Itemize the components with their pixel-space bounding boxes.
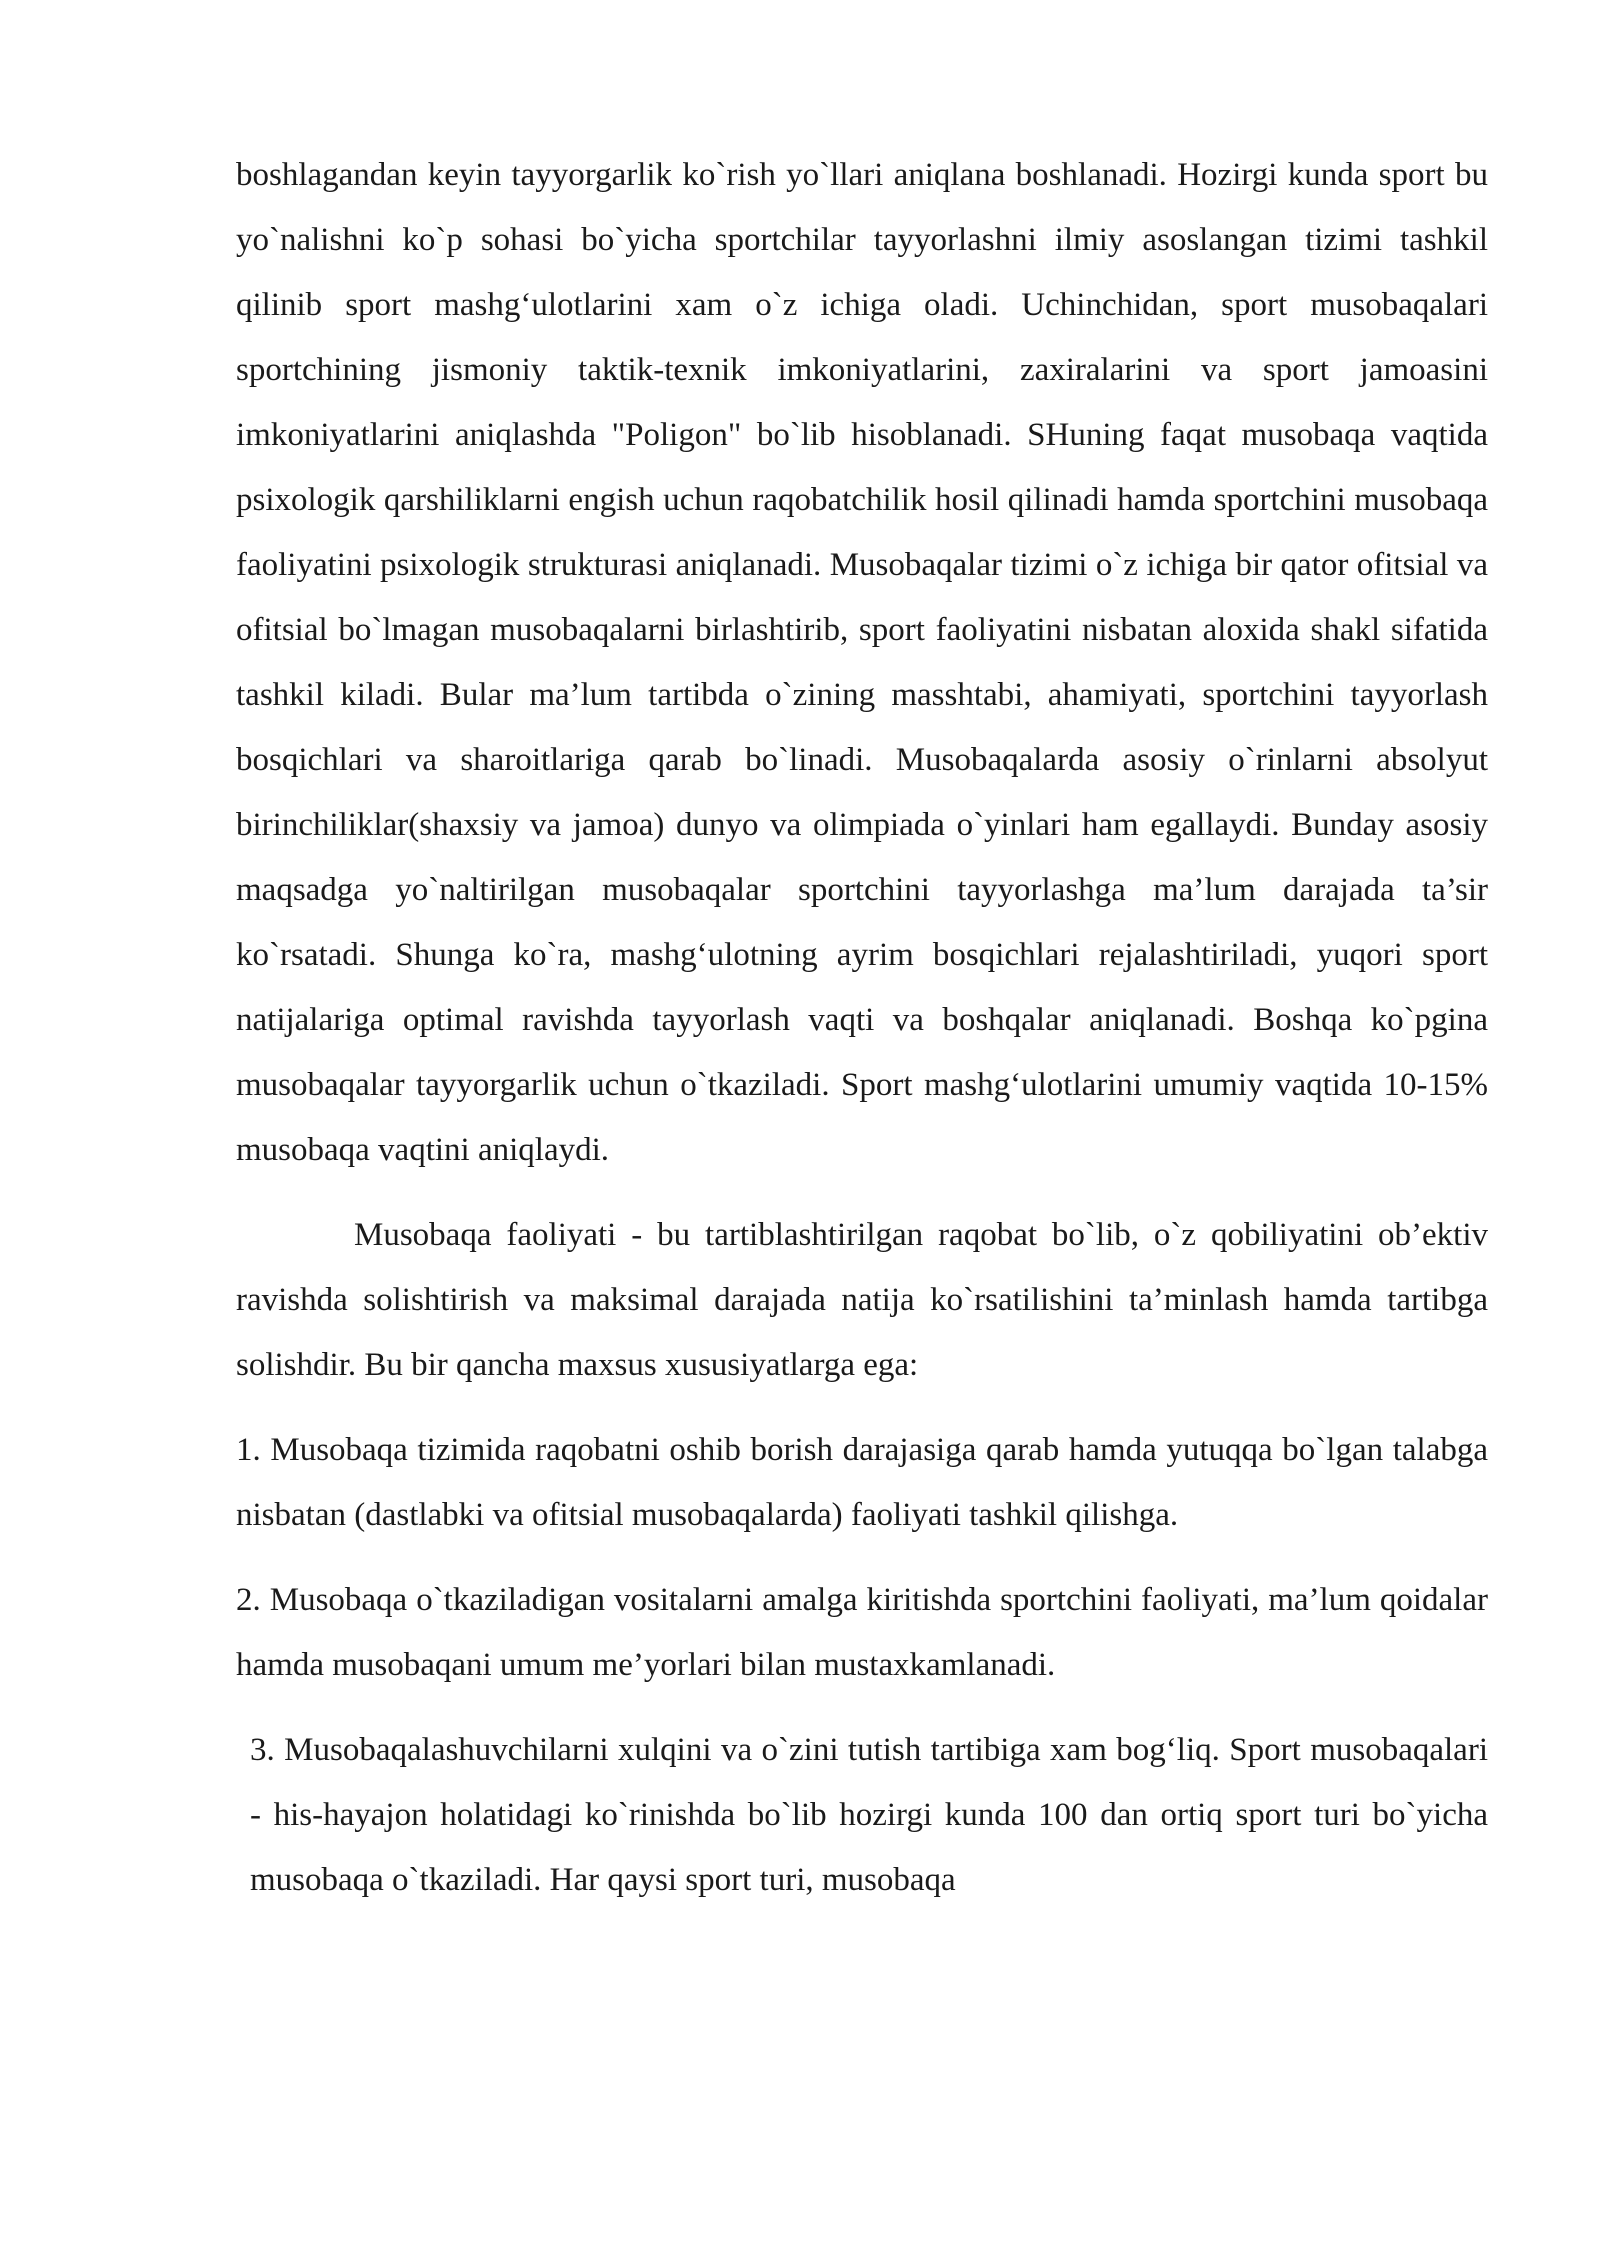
list-item-1: 1. Musobaqa tizimida raqobatni oshib borish darajasiga qarab hamda yutuqqa bo`lgan talabga nisbatan (dastlabki va ofitsial musobaqalarda) faoliyati tashkil qilishga. bbox=[236, 1432, 1488, 1533]
paragraph-competition-system: boshlagandan keyin tayyorgarlik ko`rish yo`llari aniqlana boshlanadi. Hozirgi kunda sport bu yo`nalishni ko`p sohasi bo`yicha sportchilar tayyorlashni ilmiy asoslangan tizimi tashkil qilinib sport mashg‘ulotlarini xam o`z ichiga oladi. Uchinchidan, sport musobaqalari sportchining jismoniy taktik-texnik imkoniyatlarini, zaxiralarini va sport jamoasini imkoniyatlarini aniqlashda "Poligon" bo`lib hisoblanadi. SHuning faqat musobaqa vaqtida psixologik qarshiliklarni engish uchun raqobatchilik hosil qilinadi hamda sportchini musobaqa faoliyatini psixologik strukturasi aniqlanadi. Musobaqalar tizimi o`z ichiga bir qator ofitsial va ofitsial bo`lmagan musobaqalarni birlashtirib, sport faoliyatini nisbatan aloxida shakl sifatida tashkil kiladi. Bular ma’lum tartibda o`zining masshtabi, ahamiyati, sportchini tayyorlash bosqichlari va sharoitlariga qarab bo`linadi. Musobaqalarda asosiy o`rinlarni absolyut birinchiliklar(shaxsiy va jamoa) dunyo va olimpiada o`yinlari ham egallaydi. Bunday asosiy maqsadga yo`naltirilgan musobaqalar sportchini tayyorlashga ma’lum darajada ta’sir ko`rsatadi. Shunga ko`ra, mashg‘ulotning ayrim bosqichlari rejalashtiriladi, yuqori sport natijalariga optimal ravishda tayyorlash vaqti va boshqalar aniqlanadi. Boshqa ko`pgina musobaqalar tayyorgarlik uchun o`tkaziladi. Sport mashg‘ulotlarini umumiy vaqtida 10-15% musobaqa vaqtini aniqlaydi. bbox=[236, 157, 1488, 1168]
document-body bbox=[236, 143, 1488, 1913]
list-item-3: 3. Musobaqalashuvchilarni xulqini va o`zini tutish tartibiga xam bog‘liq. Sport musobaqalari - his-hayajon holatidagi ko`rinishda bo`lib hozirgi kunda 100 dan ortiq sport turi bo`yicha musobaqa o`tkaziladi. Har qaysi sport turi, musobaqa bbox=[250, 1732, 1488, 1898]
list-item-2: 2. Musobaqa o`tkaziladigan vositalarni amalga kiritishda sportchini faoliyati, ma’lum qoidalar hamda musobaqani umum me’yorlari bilan mustaxkamlanadi. bbox=[236, 1582, 1488, 1683]
paragraph-competition-activity: Musobaqa faoliyati - bu tartiblashtirilgan raqobat bo`lib, o`z qobiliyatini ob’ektiv ravishda solishtirish va maksimal darajada natija ko`rsatilishini ta’minlash hamda tartibga solishdir. Bu bir qancha maxsus xususiyatlarga ega: bbox=[236, 1217, 1488, 1383]
